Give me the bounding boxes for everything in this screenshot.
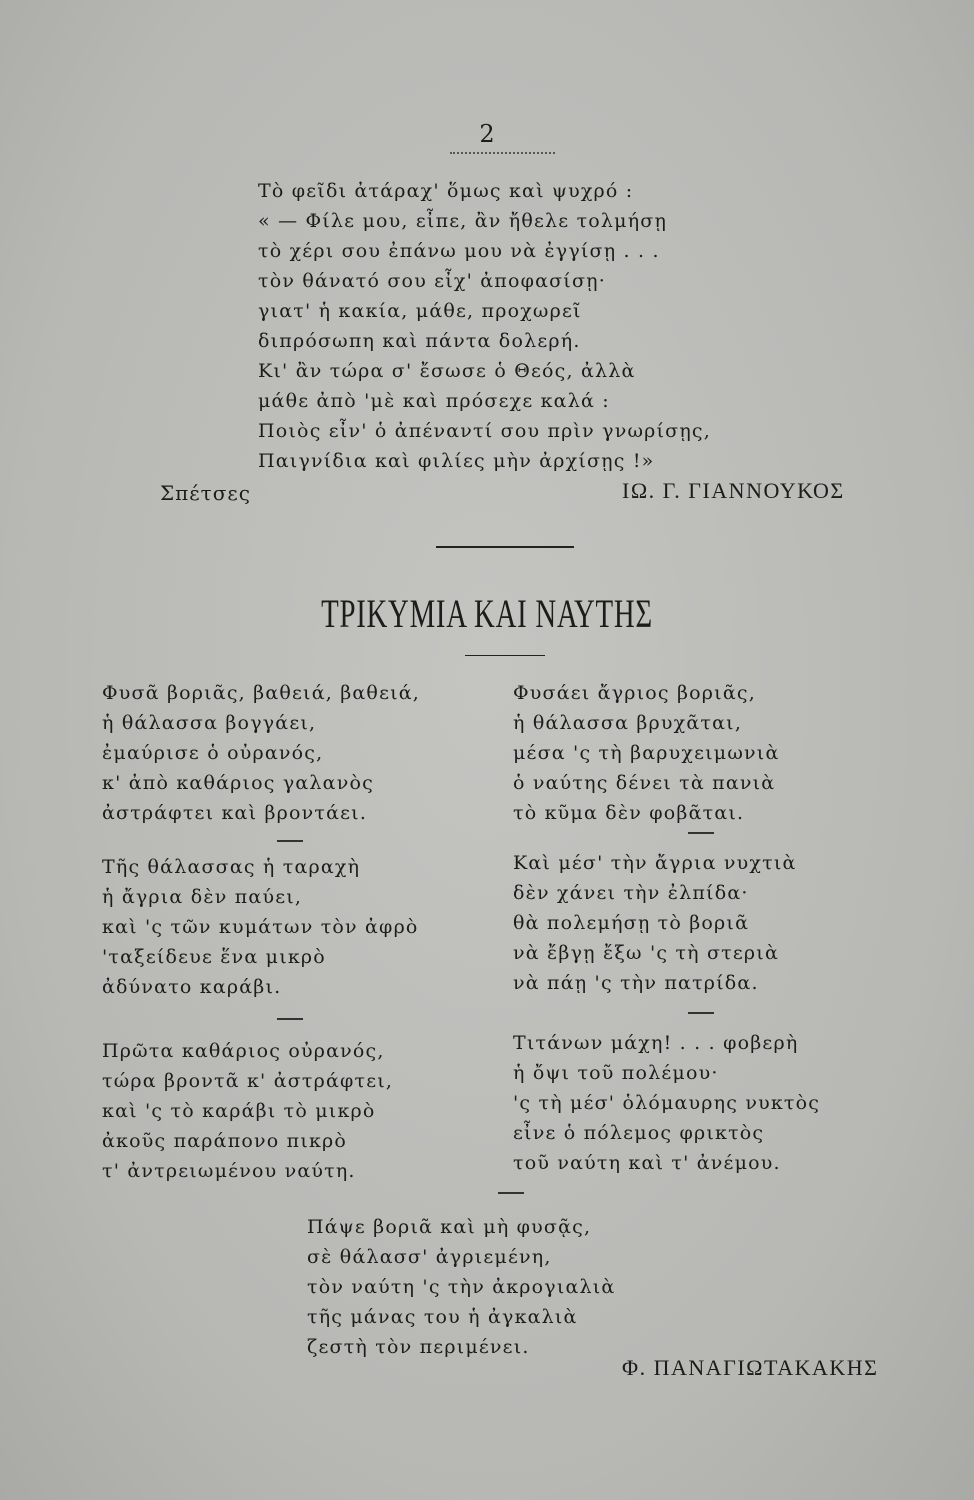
poem-line: τώρα βροντᾶ κ' ἀστράφτει, bbox=[102, 1070, 394, 1092]
poem2-author: Φ. ΠΑΝΑΓΙΩΤΑΚΑΚΗΣ bbox=[622, 1355, 879, 1380]
poem-line: γιατ' ἡ κακία, μάθε, προχωρεῖ bbox=[258, 300, 582, 322]
poem-line: Τῆς θάλασσας ἡ ταραχὴ bbox=[102, 856, 361, 878]
stanza-dash bbox=[498, 1192, 524, 1194]
right-stanza-2 bbox=[513, 848, 797, 998]
poem-line: θὰ πολεμήσῃ τὸ βοριᾶ bbox=[513, 912, 750, 934]
poem-line: Πάψε βοριᾶ καὶ μὴ φυσᾷς, bbox=[307, 1216, 592, 1238]
poem-line: σὲ θάλασσ' ἀγριεμένη, bbox=[307, 1246, 552, 1268]
poem1-stanza bbox=[258, 176, 711, 476]
poem-line: τῆς μάνας του ἡ ἀγκαλιὰ bbox=[307, 1306, 578, 1328]
poem-line: ἀδύνατο καράβι. bbox=[102, 976, 282, 998]
left-stanza-1 bbox=[102, 678, 420, 828]
poem-line: « — Φίλε μου, εἶπε, ἂν ἤθελε τολμήσῃ bbox=[258, 210, 668, 232]
section-divider bbox=[436, 546, 574, 548]
poem-line: ἀκοῦς παράπονο πικρὸ bbox=[102, 1130, 348, 1152]
poem-line: Πρῶτα καθάριος οὐρανός, bbox=[102, 1040, 385, 1062]
page-number: 2 bbox=[479, 120, 495, 148]
poem-line: Ποιὸς εἶν' ὁ ἀπέναντί σου πρὶν γνωρίσῃς, bbox=[258, 420, 712, 442]
poem-line: μέσα 'ς τὴ βαρυχειμωνιὰ bbox=[513, 742, 780, 764]
poem-line: δὲν χάνει τὴν ἐλπίδα· bbox=[513, 882, 749, 904]
poem-line: ἐμαύρισε ὁ οὐρανός, bbox=[102, 742, 324, 764]
poem-line: ἡ ἄγρια δὲν παύει, bbox=[102, 886, 303, 908]
title-underline bbox=[465, 655, 545, 656]
poem-line: 'ταξείδευε ἕνα μικρὸ bbox=[102, 946, 326, 968]
poem-line: ἡ ὄψι τοῦ πολέμου· bbox=[513, 1062, 719, 1084]
poem-line: ἡ θάλασσα βογγάει, bbox=[102, 712, 317, 734]
poem-line: Παιγνίδια καὶ φιλίες μὴν ἀρχίσῃς !» bbox=[258, 450, 655, 472]
poem-line: Φυσᾶ βοριᾶς, βαθειά, βαθειά, bbox=[102, 682, 421, 704]
poem-line: Κι' ἂν τώρα σ' ἔσωσε ὁ Θεός, ἀλλὰ bbox=[258, 360, 636, 382]
poem-line: καὶ 'ς τῶν κυμάτων τὸν ἀφρὸ bbox=[102, 916, 419, 938]
poem2-title: ΤΡΙΚΥΜΙΑ ΚΑΙ ΝΑΥΤΗΣ bbox=[321, 591, 653, 636]
poem-line: νὰ ἔβγῃ ἔξω 'ς τὴ στεριὰ bbox=[513, 942, 779, 964]
left-stanza-3 bbox=[102, 1036, 393, 1186]
stanza-dash bbox=[277, 1018, 303, 1020]
poem-line: νὰ πάῃ 'ς τὴν πατρίδα. bbox=[513, 972, 759, 994]
poem-line: κ' ἀπὸ καθάριος γαλανὸς bbox=[102, 772, 374, 794]
poem-line: μάθε ἀπὸ 'μὲ καὶ πρόσεχε καλά : bbox=[258, 390, 610, 412]
stanza-dash bbox=[688, 832, 714, 834]
poem1-place: Σπέτσες bbox=[160, 481, 251, 505]
final-stanza bbox=[307, 1212, 615, 1362]
poem-line: Τὸ φεῖδι ἀτάραχ' ὅμως καὶ ψυχρό : bbox=[258, 180, 634, 202]
poem-line: τὸν θάνατό σου εἶχ' ἀποφασίσῃ· bbox=[258, 270, 606, 292]
poem-line: ὁ ναύτης δένει τὰ πανιὰ bbox=[513, 772, 776, 794]
poem-line: τοῦ ναύτη καὶ τ' ἀνέμου. bbox=[513, 1152, 781, 1174]
poem-line: καὶ 'ς τὸ καράβι τὸ μικρὸ bbox=[102, 1100, 376, 1122]
poem-line: τὸ κῦμα δὲν φοβᾶται. bbox=[513, 802, 745, 824]
poem-line: τὸ χέρι σου ἐπάνω μου νὰ ἐγγίσῃ . . . bbox=[258, 240, 660, 262]
poem-line: 'ς τὴ μέσ' ὁλόμαυρης νυκτὸς bbox=[513, 1092, 821, 1114]
right-stanza-1 bbox=[513, 678, 779, 828]
poem-line: ζεστὴ τὸν περιμένει. bbox=[307, 1336, 530, 1358]
poem-line: τ' ἀντρειωμένου ναύτη. bbox=[102, 1160, 356, 1182]
poem-line: Τιτάνων μάχη! . . . φοβερὴ bbox=[513, 1032, 799, 1054]
poem-line: τὸν ναύτη 'ς τὴν ἀκρογιαλιὰ bbox=[307, 1276, 616, 1298]
poem-line: εἶνε ὁ πόλεμος φρικτὸς bbox=[513, 1122, 765, 1144]
poem-line: Καὶ μέσ' τὴν ἄγρια νυχτιὰ bbox=[513, 852, 797, 874]
stanza-dash bbox=[277, 840, 303, 842]
poem-line: διπρόσωπη καὶ πάντα δολερή. bbox=[258, 330, 581, 352]
dotted-rule bbox=[450, 152, 555, 154]
left-stanza-2 bbox=[102, 852, 419, 1002]
poem1-author: ΙΩ. Γ. ΓΙΑΝΝΟΥΚΟΣ bbox=[622, 478, 845, 503]
stanza-dash bbox=[688, 1012, 714, 1014]
right-stanza-3 bbox=[513, 1028, 820, 1178]
poem-line: ἡ θάλασσα βρυχᾶται, bbox=[513, 712, 743, 734]
poem-line: ἀστράφτει καὶ βροντάει. bbox=[102, 802, 368, 824]
poem-line: Φυσάει ἄγριος βοριᾶς, bbox=[513, 682, 756, 704]
